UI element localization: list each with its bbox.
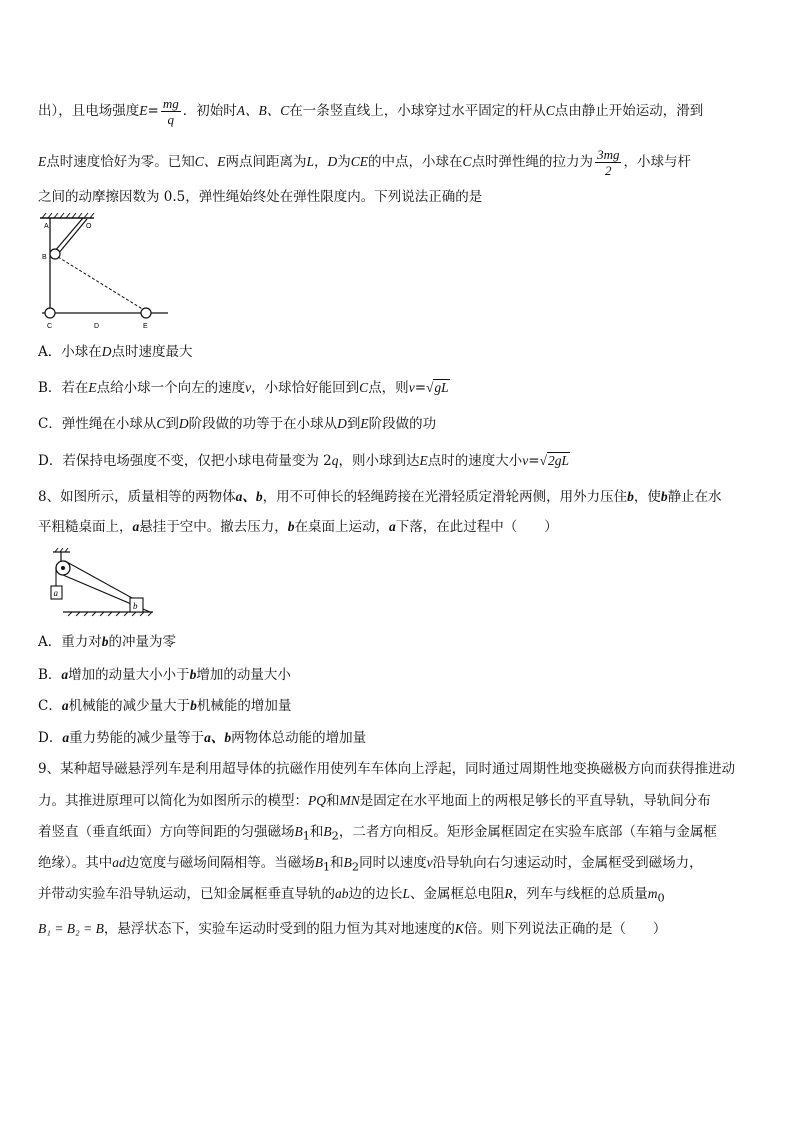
p1-option-d: D．若保持电场强度不变，仅把小球电荷量变为 2q，则小球到达E点时的速度大小v=√2gL xyxy=(38,453,569,469)
ball-E xyxy=(141,308,151,318)
label-block-b: b xyxy=(133,601,138,611)
q9-line-1: 9、某种超导磁悬浮列车是利用超导体的抗磁作用使列车车体向上浮起，同时通过周期性地变换磁极方向而获得推进动 xyxy=(38,761,736,777)
p1-option-c: C．弹性绳在小球从C到D阶段做的功等于在小球从D到E阶段做的功 xyxy=(38,416,437,432)
p1-line-3: 之间的动摩擦因数为 0.5，弹性绳始终处在弹性限度内。下列说法正确的是 xyxy=(38,189,483,205)
label-B: B xyxy=(42,254,47,261)
q9-line-4: 绝缘）。其中ad边宽度与磁场间隔相等。当磁场$B_1$和$B_2$同时以速度v沿导轨向右匀速运动时，金属框受到磁场力， xyxy=(38,855,703,874)
rope-OB xyxy=(54,218,83,252)
p1-line-2: E点时速度恰好为零。已知C、E两点间距离为L，D为CE的中点，小球在C点时弹性绳的拉力为 $\frac{3mg}{2}$ ，小球与杆 xyxy=(38,147,691,178)
q9-line-5: 并带动实验车沿导轨运动，已知金属框垂直导轨的ab边的边长L、金属框总电阻R，列车与线框的总质量$m_0$ xyxy=(38,886,665,905)
p1-option-a: A．小球在D点时速度最大 xyxy=(38,344,193,360)
figure-pulley xyxy=(48,548,168,618)
q8-option-c: C．a机械能的减少量大于b机械能的增加量 xyxy=(38,698,292,714)
pulley-hub xyxy=(61,566,65,570)
figure-elastic-rope xyxy=(36,212,176,337)
dashed-line-BE xyxy=(58,257,144,310)
fraction-3mg-over-2: $\frac{3mg}{2}$ xyxy=(597,147,620,178)
label-block-a: a xyxy=(53,588,58,598)
rope-OB-2 xyxy=(58,219,87,254)
p1-line-1: 出），且电场强度E= $\frac{mg}{q}$ ．初始时A、B、C在一条竖直线上，小球穿过水平固定的杆从C点由静止开始运动，滑到 xyxy=(38,96,704,127)
q8-option-d: D．a重力势能的减少量等于a、b两物体总动能的增加量 xyxy=(38,730,367,746)
sqrt-gL: √gL xyxy=(426,380,449,395)
label-D: D xyxy=(94,323,100,330)
label-C: C xyxy=(47,323,53,330)
q9-line-2: 力。其推进原理可以简化为如图所示的模型：PQ和MN是固定在水平地面上的两根足够长的平直导轨，导轨间分布 xyxy=(38,793,711,809)
q9-line-3: 着竖直（垂直纸面）方向等间距的匀强磁场$B_1$和$B_2$，二者方向相反。矩形金属框固定在实验车底部（车箱与金属框 xyxy=(38,824,717,843)
q8-line-1: 8、如图所示，质量相等的两物体a、b，用不可伸长的轻绳跨接在光滑轻质定滑轮两侧，用外力压住b，使b静止在水 xyxy=(38,489,722,505)
label-E: E xyxy=(143,323,148,330)
ball-C xyxy=(45,308,55,318)
fraction-mg-over-q: $\frac{mg}{q}$ xyxy=(162,96,179,127)
label-O: O xyxy=(86,223,92,230)
p1-option-b: B．若在E点给小球一个向左的速度v，小球恰好能回到C点，则v=√gL xyxy=(38,380,449,396)
q8-option-a: A．重力对b的冲量为零 xyxy=(38,634,176,650)
q8-line-2: 平粗糙桌面上，a悬挂于空中。撤去压力，b在桌面上运动，a下落，在此过程中（ ） xyxy=(38,519,558,535)
q8-option-b: B．a增加的动量大小小于b增加的动量大小 xyxy=(38,667,291,683)
sqrt-2gL: √2gL xyxy=(539,453,569,468)
label-A: A xyxy=(44,223,49,230)
q9-line-6: B₁ = B₂ = B，悬浮状态下，实验车运动时受到的阻力恒为其对地速度的K倍。则下列说法正确的是（ ） xyxy=(38,921,667,937)
